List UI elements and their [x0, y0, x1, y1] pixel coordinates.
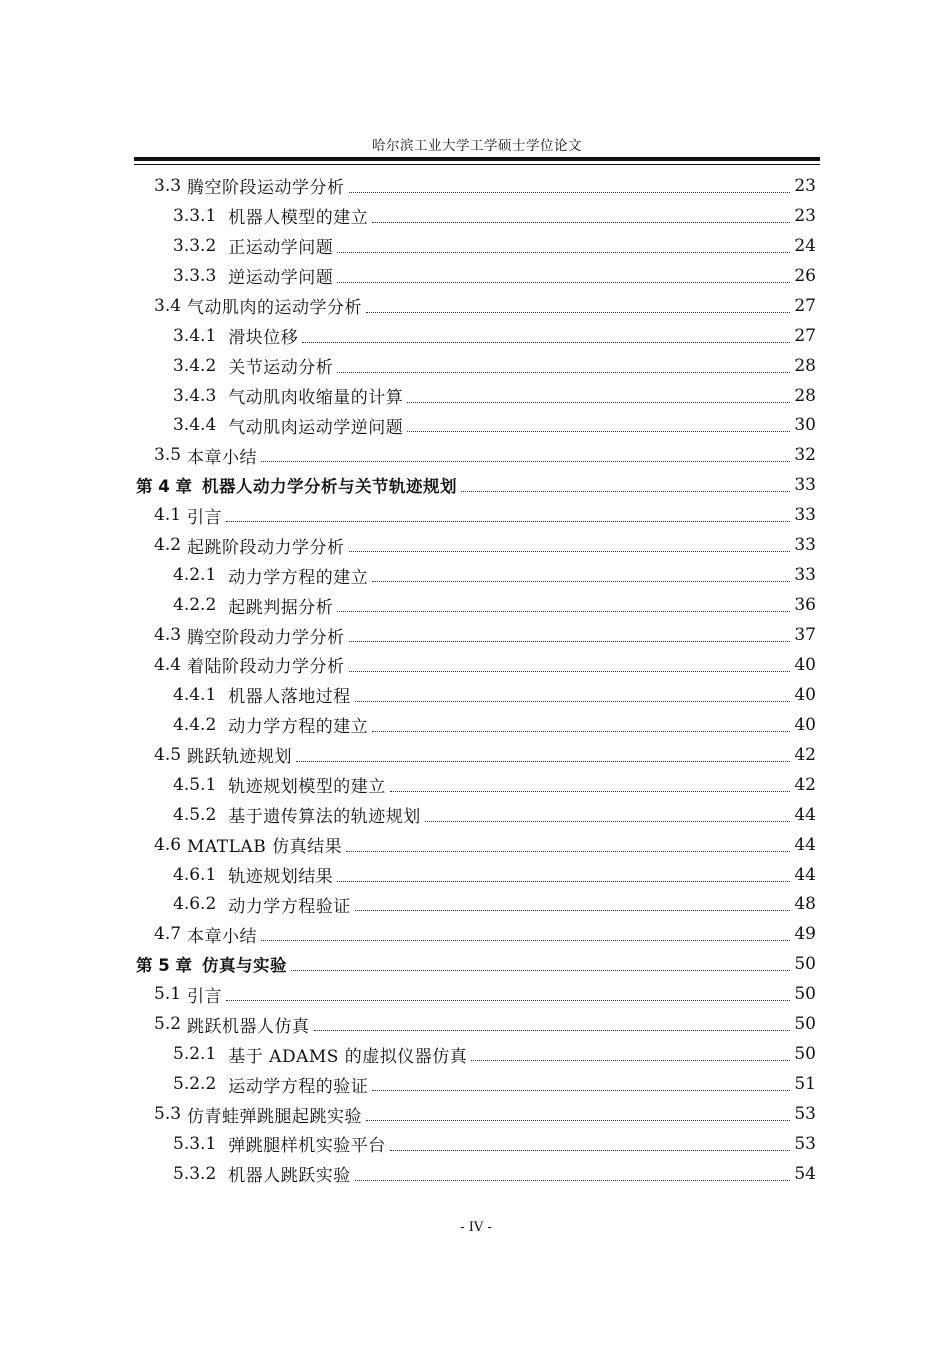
- toc-entry-page: 51: [794, 1074, 816, 1095]
- header-rule-thin: [134, 164, 820, 165]
- toc-entry-title: 仿真与实验: [201, 956, 287, 976]
- toc-leader-dots: [314, 1029, 790, 1031]
- toc-entry-number: 3.3.2: [173, 235, 217, 256]
- toc-entry[interactable]: [134, 710, 816, 740]
- toc-leader-dots: [349, 640, 790, 642]
- toc-entry[interactable]: [134, 381, 816, 411]
- toc-entry-number: 4.1: [154, 505, 182, 526]
- toc-entry-title: 气动肌肉运动学逆问题: [228, 417, 404, 438]
- toc-leader-dots: [372, 221, 790, 223]
- toc-leader-dots: [355, 700, 790, 702]
- toc-entry-page: 36: [794, 595, 816, 616]
- toc-entry-page: 50: [794, 984, 816, 1005]
- toc-entry-page: 50: [794, 954, 816, 975]
- toc-entry-number: 4.2: [154, 535, 182, 556]
- toc-entry-page: 53: [794, 1104, 816, 1125]
- toc-entry-title: 起跳阶段动力学分析: [187, 537, 345, 558]
- toc-leader-dots: [349, 191, 790, 193]
- toc-entry[interactable]: [134, 500, 816, 530]
- toc-leader-dots: [349, 550, 790, 552]
- toc-entry[interactable]: [134, 1159, 816, 1189]
- toc-entry[interactable]: [134, 171, 816, 201]
- toc-entry-page: 28: [794, 385, 816, 406]
- toc-leader-dots: [291, 969, 790, 971]
- toc-leader-dots: [337, 610, 790, 612]
- toc-entry-page: 49: [794, 924, 816, 945]
- toc-entry-number: 5.3: [154, 1104, 182, 1125]
- toc-entry-page: 42: [794, 774, 816, 795]
- toc-entry[interactable]: [134, 1069, 816, 1099]
- toc-entry-page: 30: [794, 415, 816, 436]
- toc-entry[interactable]: [134, 680, 816, 710]
- toc-leader-dots: [390, 1149, 790, 1151]
- toc-entry-page: 44: [794, 804, 816, 825]
- toc-entry-title: 关节运动分析: [228, 358, 334, 379]
- toc-leader-dots: [372, 580, 790, 582]
- toc-entry-number: 第 4 章: [136, 477, 192, 497]
- toc-leader-dots: [226, 999, 790, 1001]
- toc-entry-number: 3.5: [154, 445, 182, 466]
- toc-entry[interactable]: [134, 411, 816, 441]
- toc-entry-number: 3.4.1: [173, 325, 217, 346]
- toc-leader-dots: [337, 281, 790, 283]
- toc-entry-page: 40: [794, 714, 816, 735]
- header-rule-thick: [134, 157, 820, 161]
- toc-entry-number: 5.2.2: [173, 1074, 217, 1095]
- toc-entry[interactable]: [134, 650, 816, 680]
- toc-entry[interactable]: [134, 261, 816, 291]
- toc-entry[interactable]: [134, 740, 816, 770]
- toc-leader-dots: [261, 460, 790, 462]
- toc-entry-title: 机器人动力学分析与关节轨迹规划: [201, 477, 457, 497]
- toc-entry-title: 跳跃机器人仿真: [187, 1016, 310, 1037]
- toc-entry-title: 仿青蛙弹跳腿起跳实验: [187, 1106, 363, 1127]
- toc-entry-number: 第 5 章: [136, 956, 192, 976]
- toc-entry[interactable]: [134, 620, 816, 650]
- toc-entry-number: 4.6.2: [173, 894, 217, 915]
- toc-entry-title: 引言: [187, 507, 223, 528]
- toc-leader-dots: [372, 730, 790, 732]
- toc-entry-page: 44: [794, 864, 816, 885]
- toc-entry-title: 基于遗传算法的轨迹规划: [228, 807, 421, 828]
- toc-entry-number: 5.2.1: [173, 1044, 217, 1065]
- toc-entry-title: 动力学方程的建立: [228, 567, 369, 588]
- toc-entry[interactable]: [134, 231, 816, 261]
- toc-entry[interactable]: [134, 1009, 816, 1039]
- toc-entry-number: 4.6: [154, 834, 182, 855]
- toc-entry-number: 4.7: [154, 924, 182, 945]
- toc-leader-dots: [337, 371, 790, 373]
- toc-leader-dots: [226, 520, 790, 522]
- toc-leader-dots: [366, 1119, 790, 1121]
- toc-entry-page: 28: [794, 355, 816, 376]
- toc-entry-title: 逆运动学问题: [228, 268, 334, 289]
- toc-entry[interactable]: [134, 1129, 816, 1159]
- toc-entry-number: 4.6.1: [173, 864, 217, 885]
- toc-entry-number: 4.5.1: [173, 774, 217, 795]
- toc-leader-dots: [337, 251, 790, 253]
- toc-entry-page: 33: [794, 505, 816, 526]
- toc-entry[interactable]: [134, 291, 816, 321]
- toc-entry-title: 着陆阶段动力学分析: [187, 657, 345, 678]
- toc-entry-title: 机器人跳跃实验: [228, 1166, 351, 1187]
- toc-leader-dots: [355, 909, 790, 911]
- toc-entry-number: 5.1: [154, 984, 182, 1005]
- toc-entry-number: 3.3.3: [173, 265, 217, 286]
- table-of-contents: [134, 171, 816, 1189]
- toc-entry-page: 23: [794, 205, 816, 226]
- toc-entry[interactable]: [134, 979, 816, 1009]
- toc-entry[interactable]: [134, 590, 816, 620]
- toc-leader-dots: [366, 311, 790, 313]
- toc-entry[interactable]: [134, 560, 816, 590]
- toc-leader-dots: [407, 401, 790, 403]
- toc-entry-title: 本章小结: [187, 447, 258, 468]
- toc-entry-title: 起跳判据分析: [228, 597, 334, 618]
- toc-entry-title: 滑块位移: [228, 328, 299, 349]
- toc-entry-number: 4.5.2: [173, 804, 217, 825]
- toc-entry[interactable]: [134, 860, 816, 890]
- toc-entry-title: MATLAB 仿真结果: [187, 837, 343, 858]
- toc-entry-title: 腾空阶段动力学分析: [187, 627, 345, 648]
- toc-entry-number: 5.2: [154, 1014, 182, 1035]
- toc-entry-page: 27: [794, 295, 816, 316]
- toc-entry-page: 50: [794, 1044, 816, 1065]
- toc-leader-dots: [261, 939, 790, 941]
- toc-entry-page: 37: [794, 625, 816, 646]
- toc-entry[interactable]: [134, 830, 816, 860]
- toc-entry-title: 基于 ADAMS 的虚拟仪器仿真: [228, 1046, 468, 1067]
- toc-entry-number: 4.4: [154, 654, 182, 675]
- toc-entry-title: 跳跃轨迹规划: [187, 747, 293, 768]
- toc-entry-title: 轨迹规划结果: [228, 867, 334, 888]
- toc-entry-number: 4.4.2: [173, 714, 217, 735]
- toc-chapter-entry[interactable]: [134, 470, 816, 500]
- toc-leader-dots: [296, 760, 790, 762]
- toc-entry-page: 40: [794, 654, 816, 675]
- toc-entry-title: 气动肌肉的运动学分析: [187, 298, 363, 319]
- toc-entry-title: 运动学方程的验证: [228, 1076, 369, 1097]
- toc-entry-number: 3.3.1: [173, 205, 217, 226]
- toc-entry[interactable]: [134, 530, 816, 560]
- toc-entry-number: 4.5: [154, 744, 182, 765]
- page-number: - IV -: [460, 1220, 492, 1235]
- toc-entry-number: 3.4.3: [173, 385, 217, 406]
- toc-entry-number: 5.3.1: [173, 1133, 217, 1154]
- toc-entry-title: 动力学方程的建立: [228, 717, 369, 738]
- toc-entry-page: 54: [794, 1163, 816, 1184]
- toc-entry-number: 3.4: [154, 295, 182, 316]
- toc-entry-number: 3.4.2: [173, 355, 217, 376]
- toc-entry-page: 48: [794, 894, 816, 915]
- toc-entry-title: 引言: [187, 986, 223, 1007]
- toc-leader-dots: [349, 670, 790, 672]
- toc-leader-dots: [425, 820, 790, 822]
- toc-entry-page: 26: [794, 265, 816, 286]
- toc-leader-dots: [407, 430, 790, 432]
- toc-entry-number: 5.3.2: [173, 1163, 217, 1184]
- toc-entry-page: 44: [794, 834, 816, 855]
- toc-entry-page: 50: [794, 1014, 816, 1035]
- toc-entry-page: 24: [794, 235, 816, 256]
- toc-entry-title: 弹跳腿样机实验平台: [228, 1136, 386, 1157]
- toc-entry-page: 40: [794, 684, 816, 705]
- toc-entry-title: 正运动学问题: [228, 238, 334, 259]
- toc-leader-dots: [337, 880, 790, 882]
- toc-leader-dots: [390, 790, 790, 792]
- toc-entry-page: 23: [794, 175, 816, 196]
- toc-entry-title: 气动肌肉收缩量的计算: [228, 388, 404, 409]
- toc-leader-dots: [355, 1179, 790, 1181]
- toc-entry-number: 3.4.4: [173, 415, 217, 436]
- running-header: 哈尔滨工业大学工学硕士学位论文: [372, 138, 582, 154]
- toc-entry-title: 机器人落地过程: [228, 687, 351, 708]
- toc-entry-title: 本章小结: [187, 926, 258, 947]
- toc-entry-number: 4.3: [154, 625, 182, 646]
- toc-entry-page: 32: [794, 445, 816, 466]
- toc-leader-dots: [471, 1059, 790, 1061]
- toc-entry-title: 轨迹规划模型的建立: [228, 777, 386, 798]
- toc-entry[interactable]: [134, 201, 816, 231]
- toc-entry-title: 动力学方程验证: [228, 896, 351, 917]
- toc-entry-title: 腾空阶段运动学分析: [187, 178, 345, 199]
- toc-entry-page: 33: [794, 475, 816, 496]
- toc-leader-dots: [346, 850, 790, 852]
- toc-entry[interactable]: [134, 919, 816, 949]
- toc-chapter-entry[interactable]: [134, 949, 816, 979]
- toc-entry-page: 27: [794, 325, 816, 346]
- toc-entry[interactable]: [134, 770, 816, 800]
- toc-entry-title: 机器人模型的建立: [228, 208, 369, 229]
- toc-entry-number: 4.2.2: [173, 595, 217, 616]
- toc-entry[interactable]: [134, 440, 816, 470]
- toc-entry[interactable]: [134, 1099, 816, 1129]
- toc-leader-dots: [461, 490, 790, 492]
- toc-entry-number: 3.3: [154, 175, 182, 196]
- toc-entry-page: 53: [794, 1133, 816, 1154]
- toc-entry-number: 4.4.1: [173, 684, 217, 705]
- toc-entry[interactable]: [134, 351, 816, 381]
- toc-entry[interactable]: [134, 1039, 816, 1069]
- toc-leader-dots: [372, 1089, 790, 1091]
- toc-entry-number: 4.2.1: [173, 565, 217, 586]
- toc-entry[interactable]: [134, 800, 816, 830]
- toc-entry-page: 33: [794, 535, 816, 556]
- toc-entry[interactable]: [134, 890, 816, 920]
- toc-entry-page: 33: [794, 565, 816, 586]
- toc-leader-dots: [302, 341, 790, 343]
- toc-entry-page: 42: [794, 744, 816, 765]
- toc-entry[interactable]: [134, 321, 816, 351]
